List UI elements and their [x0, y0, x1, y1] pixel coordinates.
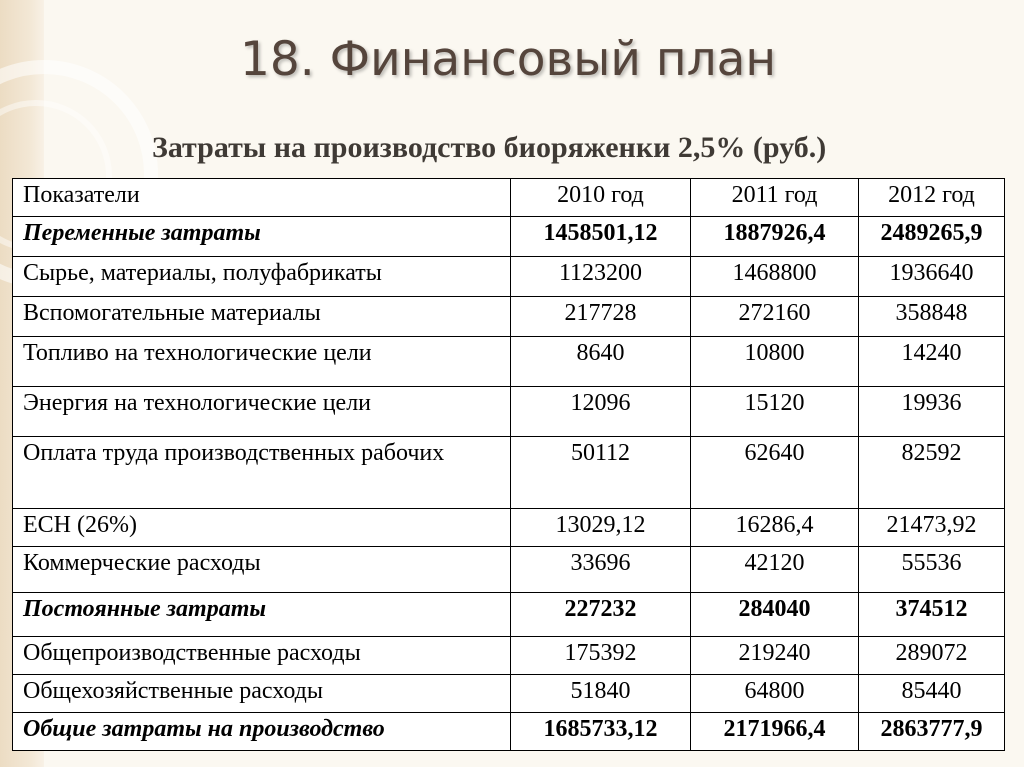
header-2011: 2011 год — [691, 179, 859, 217]
value-2012: 82592 — [859, 437, 1005, 509]
value-2010: 51840 — [511, 675, 691, 713]
value-2011: 15120 — [691, 387, 859, 437]
table-row — [13, 437, 1005, 509]
value-2011: 10800 — [691, 337, 859, 387]
table-row — [13, 509, 1005, 547]
value-2012: 2863777,9 — [859, 713, 1005, 751]
value-2012: 358848 — [859, 297, 1005, 337]
row-label: Общепроизводственные расходы — [13, 637, 511, 675]
table-row — [13, 217, 1005, 257]
header-2010: 2010 год — [511, 179, 691, 217]
table-row — [13, 593, 1005, 637]
value-2012: 374512 — [859, 593, 1005, 637]
row-label: Вспомогательные материалы — [13, 297, 511, 337]
value-2010: 33696 — [511, 547, 691, 593]
row-label: Энергия на технологические цели — [13, 387, 511, 437]
value-2010: 175392 — [511, 637, 691, 675]
value-2010: 13029,12 — [511, 509, 691, 547]
row-label: Сырье, материалы, полуфабрикаты — [13, 257, 511, 297]
row-label: ЕСН (26%) — [13, 509, 511, 547]
value-2011: 1887926,4 — [691, 217, 859, 257]
row-label: Постоянные затраты — [13, 593, 511, 637]
table-subtitle: Затраты на производство биоряженки 2,5% (руб.) — [152, 131, 827, 164]
table-row — [13, 297, 1005, 337]
row-label: Общие затраты на производство — [13, 713, 511, 751]
row-label: Топливо на технологические цели — [13, 337, 511, 387]
value-2011: 64800 — [691, 675, 859, 713]
value-2010: 1685733,12 — [511, 713, 691, 751]
value-2010: 8640 — [511, 337, 691, 387]
value-2012: 55536 — [859, 547, 1005, 593]
value-2011: 1468800 — [691, 257, 859, 297]
table-row — [13, 387, 1005, 437]
value-2010: 12096 — [511, 387, 691, 437]
value-2011: 16286,4 — [691, 509, 859, 547]
value-2012: 1936640 — [859, 257, 1005, 297]
row-label: Оплата труда производственных рабочих — [13, 437, 511, 509]
table-row — [13, 547, 1005, 593]
row-label: Переменные затраты — [13, 217, 511, 257]
table-row — [13, 637, 1005, 675]
value-2010: 50112 — [511, 437, 691, 509]
header-indicators: Показатели — [13, 179, 511, 217]
value-2010: 217728 — [511, 297, 691, 337]
header-2012: 2012 год — [859, 179, 1005, 217]
value-2012: 19936 — [859, 387, 1005, 437]
value-2011: 42120 — [691, 547, 859, 593]
value-2012: 21473,92 — [859, 509, 1005, 547]
table-row — [13, 257, 1005, 297]
financial-plan-table — [12, 178, 1005, 751]
value-2011: 62640 — [691, 437, 859, 509]
row-label: Общехозяйственные расходы — [13, 675, 511, 713]
value-2012: 2489265,9 — [859, 217, 1005, 257]
value-2011: 272160 — [691, 297, 859, 337]
value-2011: 2171966,4 — [691, 713, 859, 751]
value-2012: 85440 — [859, 675, 1005, 713]
table-row — [13, 713, 1005, 751]
value-2011: 284040 — [691, 593, 859, 637]
value-2010: 1458501,12 — [511, 217, 691, 257]
value-2010: 1123200 — [511, 257, 691, 297]
row-label: Коммерческие расходы — [13, 547, 511, 593]
value-2010: 227232 — [511, 593, 691, 637]
table-row — [13, 675, 1005, 713]
value-2012: 289072 — [859, 637, 1005, 675]
slide-title: 18. Финансовый план — [240, 32, 777, 87]
value-2011: 219240 — [691, 637, 859, 675]
table-header-row — [13, 179, 1005, 217]
table-row — [13, 337, 1005, 387]
value-2012: 14240 — [859, 337, 1005, 387]
